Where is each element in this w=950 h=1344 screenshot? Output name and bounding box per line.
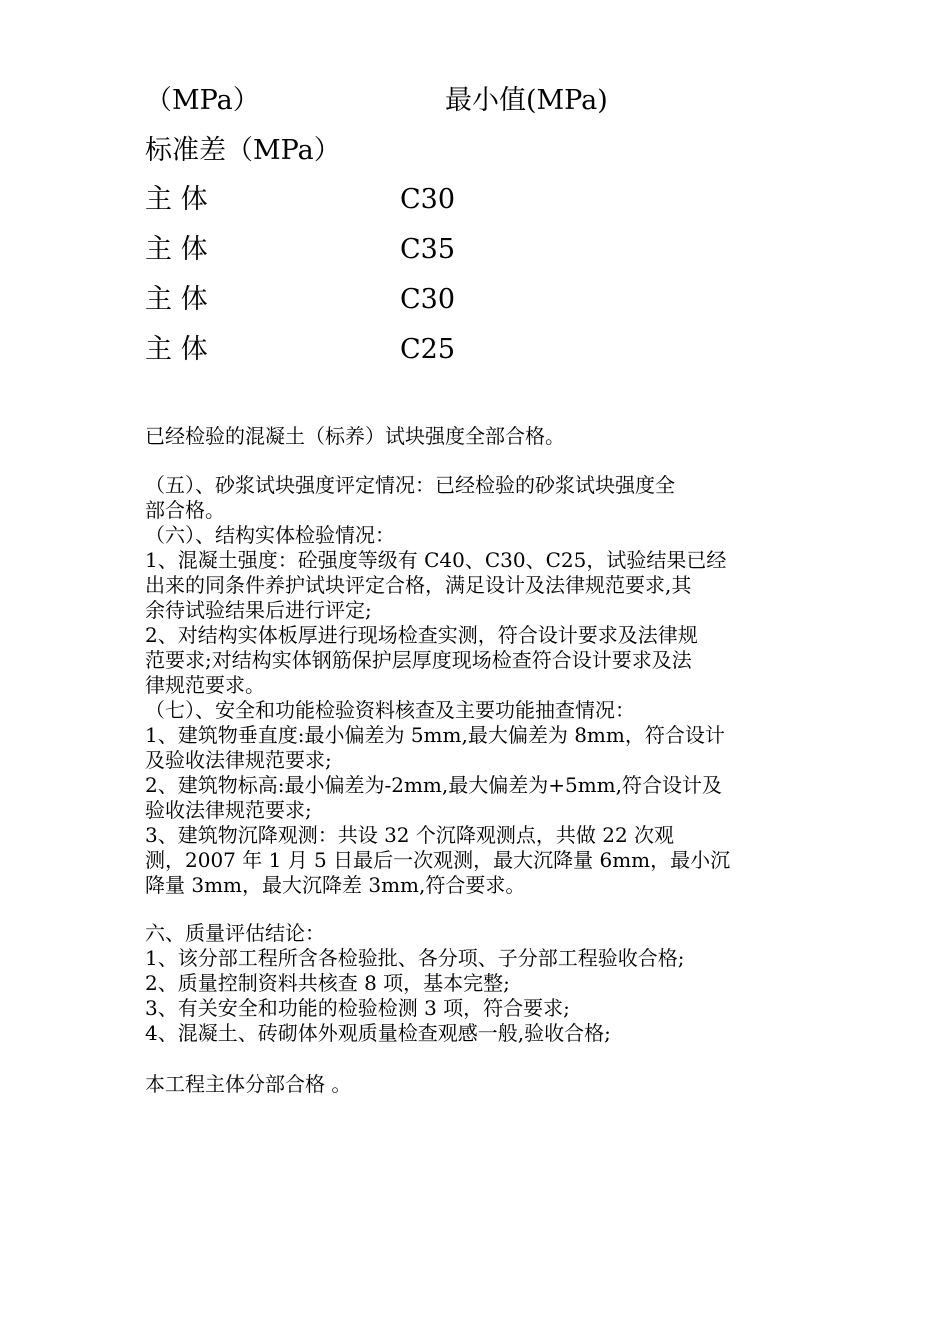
- paragraph-line: （七）、安全和功能检验资料核查及主要功能抽查情况：: [145, 698, 635, 722]
- paragraph-line: 出来的同条件养护试块评定合格，满足设计及法律规范要求,其: [145, 573, 692, 597]
- paragraph-line: 1、混凝土强度：砼强度等级有 C40、C30、C25，试验结果已经: [145, 548, 727, 572]
- paragraph-line: 2、对结构实体板厚进行现场检查实测，符合设计要求及法律规: [145, 623, 698, 647]
- section-heading: 六、质量评估结论：: [145, 921, 325, 945]
- table-row-grade: C35: [400, 234, 456, 265]
- paragraph-line: 3、建筑物沉降观测：共设 32 个沉降观测点，共做 22 次观: [145, 823, 675, 847]
- section-inspection: [145, 473, 810, 898]
- paragraph-line: 余待试验结果后进行评定;: [145, 598, 372, 622]
- table-row-grade: C25: [400, 334, 456, 365]
- table-std-label: 标准差（MPa）: [145, 135, 341, 166]
- list-item: 2、质量控制资料共核查 8 项，基本完整;: [145, 971, 510, 995]
- table-row-part: 主 体: [145, 284, 208, 315]
- final-statement: 本工程主体分部合格 。: [145, 1072, 352, 1096]
- table-row-grade: C30: [400, 184, 456, 215]
- list-item: 3、有关安全和功能的检验检测 3 项，符合要求;: [145, 996, 570, 1020]
- concrete-conclusion: 已经检验的混凝土（标养）试块强度全部合格。: [145, 424, 565, 448]
- paragraph-line: 2、建筑物标高:最小偏差为-2mm,最大偏差为+5mm,符合设计及: [145, 773, 723, 797]
- section-quality-conclusion: [145, 921, 810, 1046]
- table-header-unit: （MPa）: [145, 85, 260, 116]
- table-row-grade: C30: [400, 284, 456, 315]
- table-row-part: 主 体: [145, 234, 208, 265]
- paragraph-line: 范要求;对结构实体钢筋保护层厚度现场检查符合设计要求及法: [145, 648, 692, 672]
- paragraph-line: （五）、砂浆试块强度评定情况：已经检验的砂浆试块强度全: [145, 473, 675, 497]
- table-header-min: 最小值(MPa): [445, 85, 608, 116]
- paragraph-line: 降量 3mm，最大沉降差 3mm,符合要求。: [145, 873, 526, 897]
- paragraph-line: 部合格。: [145, 498, 225, 522]
- list-item: 1、该分部工程所含各检验批、各分项、子分部工程验收合格;: [145, 946, 685, 970]
- table-row-part: 主 体: [145, 334, 208, 365]
- table-row-part: 主 体: [145, 184, 208, 215]
- paragraph-line: 测，2007 年 1 月 5 日最后一次观测，最大沉降量 6mm，最小沉: [145, 848, 731, 872]
- list-item: 4、混凝土、砖砌体外观质量检查观感一般,验收合格;: [145, 1021, 611, 1045]
- paragraph-line: （六）、结构实体检验情况：: [145, 523, 395, 547]
- paragraph-line: 及验收法律规范要求;: [145, 748, 332, 772]
- paragraph-line: 律规范要求。: [145, 673, 265, 697]
- paragraph-line: 验收法律规范要求;: [145, 798, 312, 822]
- paragraph-line: 1、建筑物垂直度:最小偏差为 5mm,最大偏差为 8mm，符合设计: [145, 723, 725, 747]
